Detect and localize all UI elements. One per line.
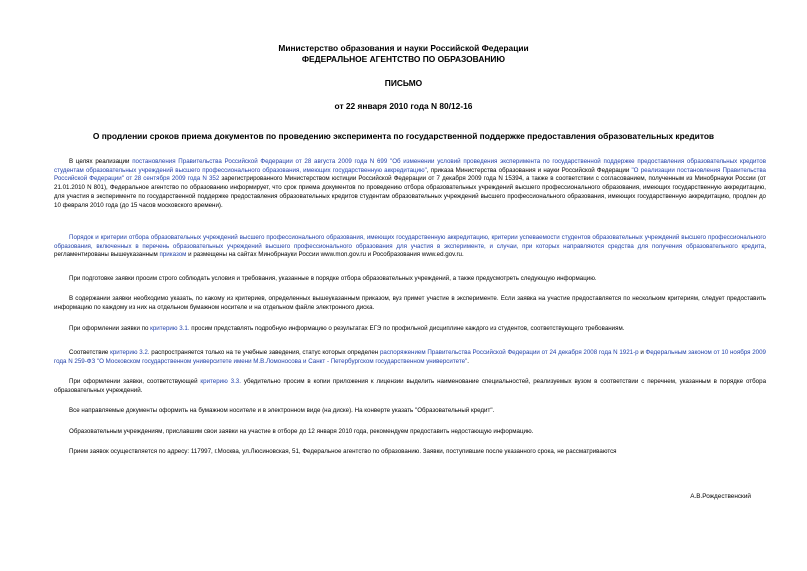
paragraph-2 — [54, 234, 766, 260]
paragraph-2-text-a: , регламентированы вышеуказанным — [54, 242, 766, 259]
paragraph-5-text-a: При оформлении заявки по — [69, 325, 151, 332]
paragraph-6 — [54, 349, 766, 366]
link-federal-law-259[interactable]: Федеральным законом от 10 ноября 2009 года N 259-ФЗ "О Московском государственном университете имени М.В.Ломоносова и Санкт - Петербургском государственном университете" — [54, 349, 766, 365]
paragraph-1-text-b: , приказа Министерства образования и науки Российской Федерации — [426, 166, 632, 174]
link-order[interactable]: приказом — [159, 251, 187, 259]
paragraph-1-text-a: В целях реализации — [69, 158, 133, 165]
paragraph-6-text-b: распространяется только на те учебные заведения, статус которых определен — [149, 349, 380, 356]
paragraph-2-text-b: и размещены на сайтах Минобрнауки России www.mon.gov.ru и Рособразования www.ed.gov.ru. — [186, 251, 464, 259]
ministry-name: Министерство образования и науки Российской Федерации — [278, 43, 529, 53]
paragraph-6-text-d: . — [467, 357, 469, 365]
paragraph-7-text-a: При оформлении заявки, соответствующей — [69, 378, 201, 385]
link-criterion-3-2[interactable]: критерию 3.2. — [110, 349, 150, 356]
paragraph-6-text-a: Соответствие — [69, 349, 111, 356]
paragraph-7-text-b: убедительно просим в копии приложения к лицензии выделить наименование специальностей, реализуемых вузом в соответствии с перечнем, указанным в порядке отбора образовательных учреждений. — [54, 378, 767, 394]
document-date-number: от 22 января 2010 года N 80/12-16 — [334, 101, 473, 111]
paragraph-10: Прием заявок осуществляется по адресу: 117997, г.Москва, ул.Люсиновская, 51, Федеральное агентство по образованию. Заявки, поступившие после указанного срока, не рассматриваются — [69, 448, 617, 455]
document-type: ПИСЬМО — [384, 78, 423, 88]
paragraph-3: При подготовке заявки просим строго соблюдать условия и требования, указанные в порядке отбора образовательных учреждений, а также предусмотреть следующую информацию. — [69, 275, 597, 282]
paragraph-1-text-c: зарегистрированного Министерством юстиции Российской Федерации от 7 декабря 2009 года N 15394, а также в соответствии с согласованием, полученным из Минобрнауки России (от 21.01.2010 N 801), Федеральное агентство по образованию информирует, что срок приема документов по проведению отбора образовательных учреждений высшего профессионального образования, имеющих государственную аккредитацию, для участия в эксперименте по государственной поддержке предоставления образовательных кредитов студентам образовательных учреждений высшего профессионального образования, имеющих государственную аккредитацию, продлен до 10 февраля 2010 года (до 15 часов московского времени). — [54, 175, 766, 209]
link-criterion-3-1[interactable]: критерию 3.1. — [150, 325, 190, 332]
link-selection-procedure[interactable]: Порядок и критерии отбора образовательных учреждений высшего профессионального образования, имеющих государственную аккредитацию, критерии успеваемости студентов образовательных учреждений высшего профессионального образования, включенных в перечень образовательных учреждений высшего профессионального образования для участия в эксперименте, и случаи, при которых направляются средства для получения образовательного кредита — [54, 234, 766, 250]
agency-name: ФЕДЕРАЛЬНОЕ АГЕНТСТВО ПО ОБРАЗОВАНИЮ — [301, 54, 506, 64]
document-title: О продлении сроков приема документов по проведению эксперимента по государственной поддержке предоставления образовательных кредитов — [92, 131, 715, 141]
link-order-352[interactable]: "О реализации постановления Правительства Российской Федерации" от 28 сентября 2009 года N 352 — [54, 166, 766, 183]
link-order-1921[interactable]: распоряжением Правительства Российской Федерации от 24 декабря 2008 года N 1921-р — [379, 349, 639, 356]
paragraph-9: Образовательным учреждениям, приславшим свои заявки на участие в отборе до 12 января 2010 года, рекомендуем предоставить недостающую информацию. — [69, 428, 534, 435]
paragraph-5 — [54, 325, 766, 334]
paragraph-6-text-c: и — [638, 349, 646, 356]
paragraph-5-text-b: просим представлять подробную информацию о результатах ЕГЭ по профильной дисциплине каждого из студентов, соответствующего требованиям. — [189, 325, 625, 332]
paragraph-1 — [54, 158, 766, 210]
paragraph-8: Все направляемые документы оформить на бумажном носителе и в электронном виде (на диске). На конверте указать "Образовательный кредит". — [69, 407, 495, 414]
paragraph-4: В содержании заявки необходимо указать, по какому из критериев, определенных вышеуказанным приказом, вуз примет участие в эксперименте. Если заявка на участие предоставляется по нескольким критериям, следует предоставить информацию по каждому из них на отдельном бумажном носителе и на отдельном файле электронного диска. — [54, 295, 766, 311]
paragraph-7 — [54, 378, 766, 395]
link-criterion-3-3[interactable]: критерию 3.3. — [200, 378, 241, 385]
signature: А.В.Рождественский — [690, 493, 751, 500]
link-decree-699[interactable]: постановления Правительства Российской Федерации от 28 августа 2009 года N 699 "Об изменении условий проведения эксперимента по государственной поддержке предоставления образовательных кредитов студентам образовательных учреждений высшего профессионального образования, имеющих государственную аккредитацию" — [54, 158, 766, 174]
